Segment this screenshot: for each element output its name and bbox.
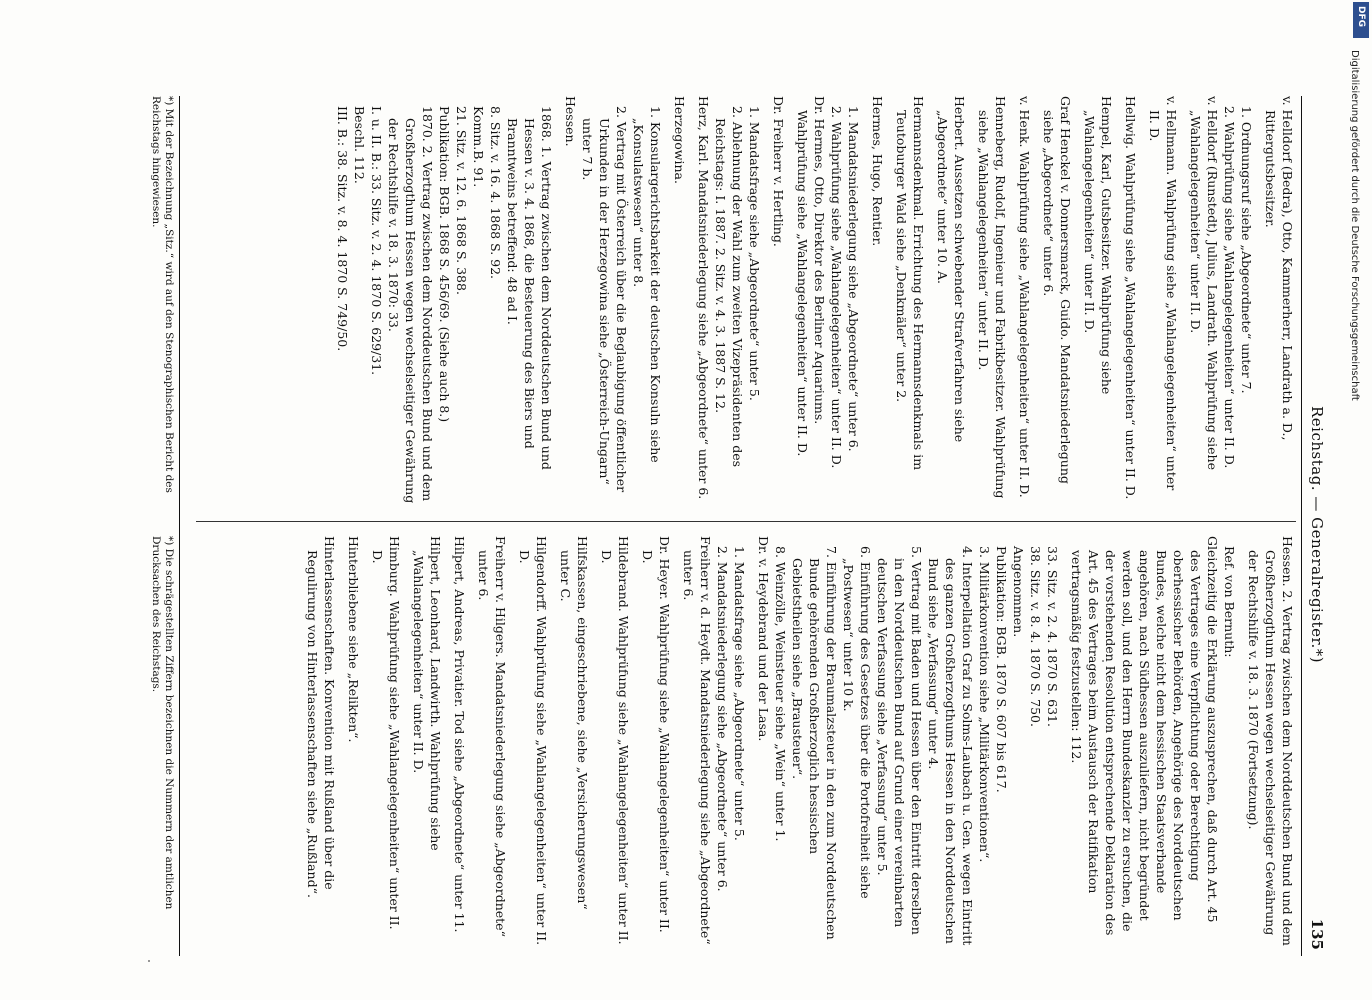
register-entry: Hermannsdenkmal. Errichtung des Hermannsdenkmals im Teutoburger Wald siehe „Denkmäler“ unter 2. [894,96,926,471]
attribution-text: Digitalisierung gefördert durch die Deutsche Forschungsgemeinschaft [1349,50,1360,401]
register-entry: 38. Sitz. v. 8. 4. 1870 S. 750. [1028,546,1043,727]
register-entry: Hempel, Karl, Gutsbesitzer. Wahlprüfung siehe „Wahlangelegenheiten“ unter II. D. [1082,96,1114,395]
register-entry: Ref. von Bernuth: [1222,546,1237,658]
register-entry: Hessen. 2. Vertrag zwischen dem Norddeutschen Bund und dem Großherzogthum Hessen wegen wechselseitiger Gewährung der Rechtshilfe v. 18. 3. 1870 (Fortsetzung). [1246,536,1295,946]
register-entry: Beschl. 112. [352,106,367,184]
register-entry: v. Helldorf (Runstedt), Julius, Landrath. Wahlprüfung siehe „Wahlangelegenheiten“ unter II. D. [1188,96,1220,470]
register-entry: Freiherr v. d. Heydt. Mandatsniederlegung siehe „Abgeordnete“ unter 6. [681,536,713,945]
register-entry: v. Hellmann. Wahlprüfung siehe „Wahlangelegenheiten“ unter II. D. [1147,96,1179,491]
register-entry: Herzegowina. [672,96,687,184]
register-entry: Henneberg, Rudolf, Ingenieur und Fabrikbesitzer. Wahlprüfung siehe „Wahlangelegenheiten“ unter II. D. [976,96,1008,499]
register-entry: 7. Einführung der Braumalzsteuer in den zum Norddeutschen Bunde gehörenden Großherzoglich hessischen Gebietstheilen siehe „Brausteuer“. [790,546,839,940]
register-entry: 2. Mandatsniederlegung siehe „Abgeordnete“ unter 6. [715,546,730,892]
register-entry: 1868. 1. Vertrag zwischen dem Norddeutschen Bund und Hessen v. 3. 4. 1868, die Besteuerung des Biers und Branntweins betreffend: 48 ad I. [505,106,554,470]
register-entry: Gleichzeitig die Erklärung auszusprechen, daß durch Art. 45 des Vertrages eine Verpflichtung oder Berechtigung oberhessischer Behörden, Angehörige des Norddeutschen Bundes, welche nicht dem hessischen Staatsverbande angehören, nach Südhessen auszuliefern, nicht begründet werden soll, und den Herrn Bundeskanzler zu ersuchen, die der vorstehenden Resolution entsprechende Deklaration des Art. 45 des Vertrages beim Austausch der Ratifikation vertragsmäßig festzustellen: 112. [1069,536,1220,936]
register-entry: Himburg. Wahlprüfung siehe „Wahlangelegenheiten“ unter II. D. [370,536,402,930]
register-entry: 4. Interpellation Graf zu Solms-Laubach u. Gen. wegen Eintritt des ganzen Großherzogthums Hessen in den Norddeutschen Bund siehe „Verfassung“ unter 4. [926,546,975,946]
register-entry: Freiherr v. Hilgers. Mandatsniederlegung siehe „Abgeordnete“ unter 6. [476,536,508,937]
register-entry: 6. Einführung des Gesetzes über die Portofreiheit siehe „Postwesen“ unter 10 k. [841,546,873,899]
register-entry: Hinterbliebene siehe „Relikten“. [346,536,361,743]
register-entry: v. Henk. Wahlprüfung siehe „Wahlangelegenheiten“ unter II. D. [1017,96,1032,498]
register-entry: Graf Henckel v. Donnersmarck, Guido. Mandatsniederlegung siehe „Abgeordnete“ unter 6. [1041,96,1073,484]
register-entry: Hilgendorff. Wahlprüfung siehe „Wahlangelegenheiten“ unter II. D. [517,536,549,946]
register-entry: 1. Mandatsfrage siehe „Abgeordnete“ unter 5. [747,106,762,401]
footnote [150,96,180,956]
footnote-left: *) Mit der Bezeichnung „Sitz.“ wird auf den Stenographischen Bericht des Reichstags hingewiesen. [150,96,175,493]
register-entry: Hilpert, Andreas, Privatier. Tod siehe „Abgeordnete“ unter 11. [452,536,467,933]
register-entry: Hilpert, Leonhard, Landwirth. Wahlprüfung siehe „Wahlangelegenheiten“ unter II. D. [411,536,443,851]
register-entry: Dr. Hermes, Otto, Direktor des Berliner Aquariums. Wahlprüfung siehe „Wahlangelegenheiten“ unter II. D. [795,96,827,457]
register-entry: 8. Weinzölle, Weinsteuer siehe „Wein“ unter 1. [773,546,788,842]
register-entry: 2. Vertrag mit Österreich über die Beglaubigung öffentlicher Urkunden in der Herzegowina siehe „Österreich-Ungarn“ unter 7 b. [580,106,629,493]
register-entry: Hermes, Hugo, Rentier. [870,96,885,247]
register-entry: Hinterlassenschaften. Konvention mit Rußland über die Regulirung von Hinterlassenschaften siehe „Rußland“. [305,536,337,898]
rotated-page [40,96,1330,956]
register-entry: 1. Mandatsniederlegung siehe „Abgeordnete“ unter 6. [846,106,861,452]
register-entry: Publikation: BGB. 1870 S. 607 bis 617. [994,546,1009,793]
left-column [116,96,1296,506]
dfg-logo [1353,2,1369,38]
register-entry: Publikation: BGB. 1868 S. 456/69. (Siehe auch 8.) [437,106,452,423]
register-entry: Dr. v. Heydebrand und der Lasa. [756,536,771,742]
right-column [116,536,1296,946]
register-entry: 21. Sitz. v. 12. 6. 1868 S. 388. [454,106,469,295]
footnote-right: *) Die schrägestellten Ziffern bezeichnen die Nummern der amtlichen Drucksachen des Reichstags. [150,536,175,910]
dfg-logo-text: DFG [1356,6,1366,28]
register-entry: 33. Sitz. v. 2. 4. 1870 S. 631. [1045,546,1060,727]
register-entry: 5. Vertrag mit Baden und Hessen über den Eintritt derselben in den Norddeutschen Bund auf Grund einer vereinbarten deutschen Verfassung siehe „Verfassung“ unter 5. [875,546,924,935]
register-entry: 2. Wahlprüfung siehe „Wahlangelegenheiten“ unter II. D. [829,106,844,469]
column-divider [196,521,1296,522]
register-entry: 1. Konsulargerichtsbarkeit der deutschen Konsuln siehe „Konsulatswesen“ unter 8. [631,106,663,463]
register-entry: 2. Ablehnung der Wahl zum zweiten Vizepräsidenten des Reichstags: I. 1887. 2. Sitz. v. 4. 3. 1887 S. 12. [713,106,745,468]
register-entry: Dr. Freiherr v. Hertling. [771,96,786,247]
register-entry: Dr. Heyer. Wahlprüfung siehe „Wahlangelegenheiten“ unter II. D. [640,536,672,933]
register-entry: 8. Sitz. v. 16. 4. 1868 S. 92. [488,106,503,280]
register-entry: Komm.B. 91. [471,106,486,188]
register-entry: 3. Militärkonvention siehe „Militärkonventionen“. [977,546,992,863]
register-entry: Hildebrand. Wahlprüfung siehe „Wahlangelegenheiten“ unter II. D. [599,536,631,945]
page-number: 135 [1308,918,1326,950]
register-entry: Herbert. Aussetzen schwebender Strafverfahren siehe „Abgeordnete“ unter 10. A. [935,96,967,443]
register-entry: Herz, Karl. Mandatsniederlegung siehe „Abgeordnete“ unter 6. [696,96,711,500]
register-entry: Hilfskassen, eingeschriebene, siehe „Versicherungswesen“ unter C. [558,536,590,910]
scan-speck [148,960,150,962]
register-entry: v. Helldorf (Bedra), Otto, Kammerherr, Landrath a. D., Rittergutsbesitzer. [1263,96,1295,441]
attribution-strip [1330,40,1368,960]
page-title: Reichstag. — Generalregister.*) [1308,406,1326,664]
register-entry: Hellwig. Wahlprüfung siehe „Wahlangelegenheiten“ unter II. D. [1123,96,1138,500]
page-header [1301,96,1330,956]
register-entry: Hessen. [563,96,578,147]
register-entry: 1. Mandatsfrage siehe „Abgeordnete“ unter 5. [732,546,747,841]
register-entry: 1870. 2. Vertrag zwischen dem Norddeutschen Bund und dem Großherzogthum Hessen wegen wechselseitiger Gewährung der Rechtshilfe v. 18. 3. 1870: 33. [386,106,435,504]
register-entry: Angenommen. [1011,546,1026,638]
register-entry: I. u. II. B.: 33. Sitz. v. 2. 4. 1870 S. 629/31. [369,106,384,376]
register-entry: III. B.: 38. Sitz. v. 8. 4. 1870 S. 749/50. [335,106,350,352]
register-entry: 2. Wahlprüfung siehe „Wahlangelegenheiten“ unter II. D. [1222,106,1237,469]
register-entry: 1. Ordnungsruf siehe „Abgeordnete“ unter 7. [1239,106,1254,394]
